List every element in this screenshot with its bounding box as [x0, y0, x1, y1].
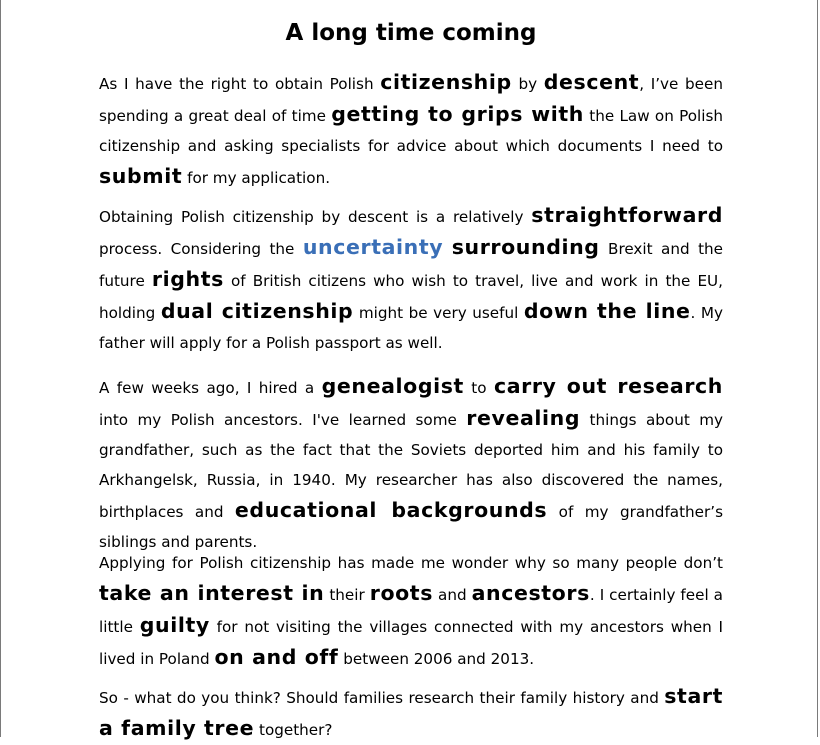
- vocabulary-term: getting to grips with: [331, 102, 584, 127]
- paragraph-text: their: [324, 586, 370, 605]
- paragraph-text: to: [463, 379, 494, 398]
- vocabulary-term: roots: [369, 581, 434, 606]
- vocabulary-term: dual citizenship: [160, 299, 354, 324]
- vocabulary-term: straightforward: [531, 203, 723, 228]
- vocabulary-term: rights: [151, 267, 224, 292]
- vocabulary-term: start a family tree: [99, 684, 723, 741]
- paragraph-text: might be very useful: [353, 304, 524, 323]
- paragraph-text: together?: [254, 721, 333, 740]
- paragraph-text: the Law on Polish citizenship and asking specialists for advice about which documents I need to: [99, 107, 723, 156]
- vocabulary-term: take an interest in: [99, 581, 325, 606]
- vocabulary-term: educational backgrounds: [234, 498, 548, 523]
- vocabulary-term: citizenship: [380, 70, 512, 95]
- paragraph-text: and: [433, 586, 472, 605]
- paragraph-text: into my Polish ancestors. I've learned some: [99, 411, 467, 430]
- paragraph-text: for not visiting the villages connected with my ancestors when I lived in Poland: [99, 618, 723, 669]
- paragraph-text: process. Considering the: [99, 240, 303, 259]
- paragraph-text: So - what do you think? Should families research their family history and: [99, 689, 665, 708]
- vocabulary-term: genealogist: [321, 374, 464, 399]
- vocabulary-term: uncertainty: [302, 235, 444, 260]
- paragraph-text: for my application.: [182, 169, 331, 188]
- paragraph-text: . My father will apply for a Polish passport as well.: [99, 304, 723, 353]
- paragraph-text: A few weeks ago, I hired a: [99, 379, 322, 398]
- paragraph-text: Obtaining Polish citizenship by descent is a relatively: [99, 208, 532, 227]
- vocabulary-term: ancestors: [471, 581, 590, 606]
- paragraph: [99, 67, 723, 193]
- paragraph: [99, 200, 723, 358]
- paragraph-text: As I have the right to obtain Polish: [99, 75, 381, 94]
- paragraph: [99, 371, 723, 557]
- vocabulary-term: on and off: [214, 645, 339, 670]
- document-title: A long time coming: [285, 20, 537, 46]
- paragraph: [99, 681, 723, 745]
- paragraph-text: [443, 240, 451, 258]
- paragraph-text: , I’ve been spending a great deal of time: [99, 75, 723, 126]
- paragraph-text: by: [511, 75, 544, 94]
- vocabulary-term: guilty: [139, 613, 210, 638]
- paragraph-text: . I certainly feel a little: [99, 586, 723, 637]
- vocabulary-term: submit: [99, 164, 183, 189]
- paragraph-text: things about my grandfather, such as the fact that the Soviets deported him and his family to Arkhangelsk, Russia, in 1940. My researcher has also discovered the names, birthplaces and: [99, 411, 723, 522]
- vocabulary-term: carry out research: [493, 374, 723, 399]
- vocabulary-term: descent: [543, 70, 640, 95]
- paragraph-text: between 2006 and 2013.: [338, 650, 535, 669]
- vocabulary-term: revealing: [466, 406, 581, 431]
- paragraph-text: of British citizens who wish to travel, live and work in the EU, holding: [99, 272, 723, 323]
- vocabulary-term: down the line: [523, 299, 691, 324]
- vocabulary-term: surrounding: [451, 235, 600, 260]
- paragraph-text: of my grandfather’s siblings and parents.: [99, 503, 724, 552]
- paragraph: [99, 548, 723, 674]
- paragraph-text: Brexit and the future: [99, 240, 723, 291]
- paragraph-text: Applying for Polish citizenship has made me wonder why so many people don’t: [99, 554, 723, 573]
